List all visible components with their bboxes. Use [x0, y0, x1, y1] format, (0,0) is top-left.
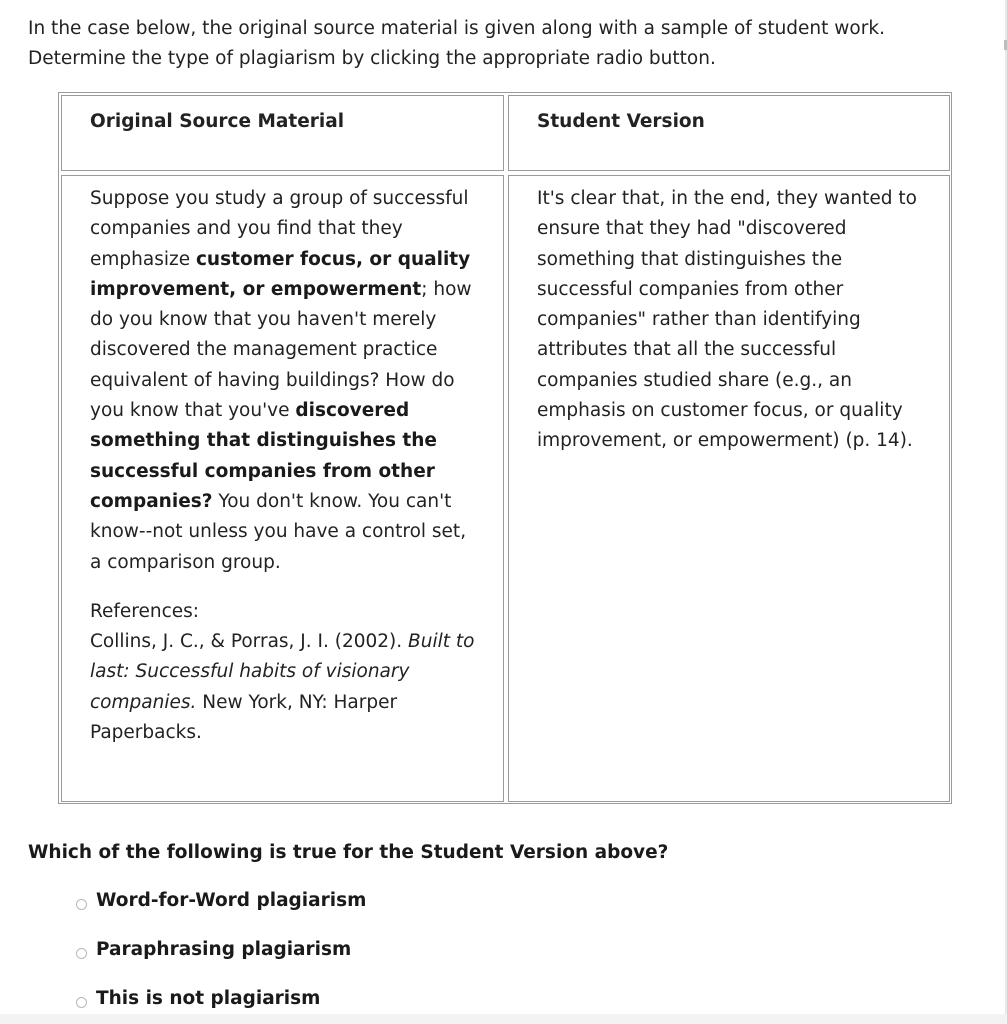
header-cell-original	[61, 95, 504, 171]
original-text-1: Suppose you study a group of successful companies and you find that they emphasize	[90, 188, 469, 270]
instructions-line-1: In the case below, the original source material is given along with a sample of student work.	[28, 18, 885, 39]
references-label: References:	[90, 600, 200, 622]
question-text: Which of the following is true for the Student Version above?	[28, 842, 669, 863]
header-cell-student	[508, 95, 950, 171]
student-version-text: It's clear that, in the end, they wanted to ensure that they had "discovered something that distinguishes the successful companies from other companies" rather than identifying attributes that all the successful companies studied share (e.g., an emphasis on customer focus, or quality improvement, or empowerment) (p. 14).	[537, 188, 917, 452]
original-text-2: ; how do you know that you haven't merely discovered the management practice equivalent of having buildings? How do you know that you've	[90, 278, 472, 422]
student-version-cell	[508, 175, 950, 802]
radio-paraphrasing[interactable]	[76, 948, 87, 959]
option-label-paraphrasing[interactable]: Paraphrasing plagiarism	[96, 939, 352, 960]
instructions-line-2: Determine the type of plagiarism by clicking the appropriate radio button.	[28, 48, 716, 69]
option-word-for-word[interactable]	[76, 886, 366, 916]
comparison-table	[58, 92, 952, 804]
reference-authors: Collins, J. C., & Porras, J. I. (2002).	[90, 631, 403, 653]
instructions	[28, 14, 988, 74]
bottom-edge	[0, 1014, 1007, 1024]
original-source-cell	[61, 175, 504, 802]
header-student: Student Version	[537, 111, 705, 132]
option-not-plagiarism[interactable]	[76, 984, 320, 1014]
reference-title: Built to last: Successful habits of visionary companies.	[90, 631, 475, 713]
option-label-not-plagiarism[interactable]: This is not plagiarism	[96, 988, 321, 1009]
radio-word-for-word[interactable]	[76, 899, 87, 910]
reference-entry	[90, 627, 483, 748]
original-source-text	[90, 184, 483, 748]
option-paraphrasing[interactable]	[76, 935, 351, 965]
radio-not-plagiarism[interactable]	[76, 997, 87, 1008]
reference-publisher: New York, NY: Harper Paperbacks.	[90, 691, 398, 744]
original-text-3: You don't know. You can't know--not unless you have a control set, a comparison group.	[90, 490, 467, 573]
option-label-word-for-word[interactable]: Word-for-Word plagiarism	[96, 890, 367, 911]
original-bold-2: discovered something that distinguishes the successful companies from other companies?	[90, 400, 437, 512]
header-original: Original Source Material	[90, 111, 345, 132]
original-bold-1: customer focus, or quality improvement, or empowerment	[90, 248, 471, 300]
original-passage	[90, 184, 483, 578]
